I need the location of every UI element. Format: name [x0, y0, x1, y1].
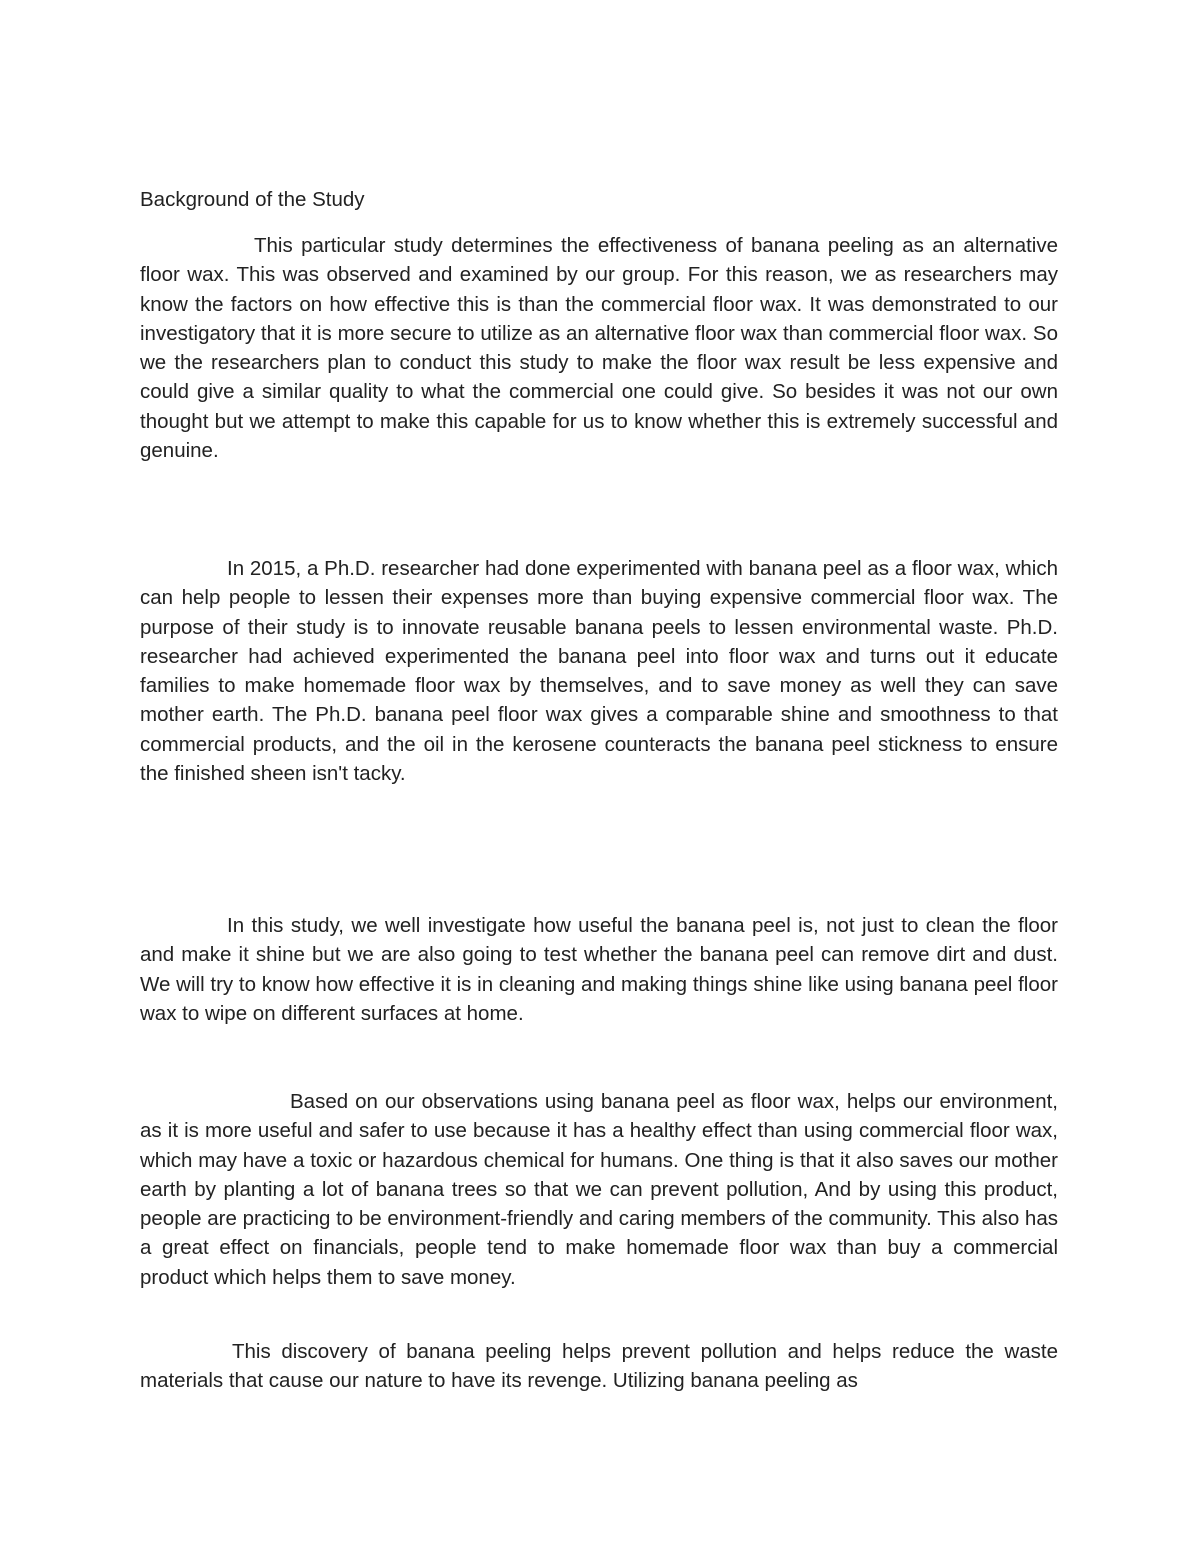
paragraph-introduction: This particular study determines the effectiveness of banana peeling as an alternative floor wax. This was observed and examined by our group. For this reason, we as researchers may know the factors on how effective this is than the commercial floor wax. It was demonstrated to our investigatory that it is more secure to utilize as an alternative floor wax than commercial floor wax. So we the researchers plan to conduct this study to make the floor wax result be less expensive and could give a similar quality to what the commercial one could give. So besides it was not our own thought but we attempt to make this capable for us to know whether this is extremely successful and genuine.	[140, 234, 1058, 463]
paragraph-discovery: This discovery of banana peeling helps prevent pollution and helps reduce the waste materials that cause our nature to have its revenge. Utilizing banana peeling as	[140, 1340, 1058, 1393]
paragraph-observations: Based on our observations using banana peel as floor wax, helps our environment, as it is more useful and safer to use because it has a healthy effect than using commercial floor wax, which may have a toxic or hazardous chemical for humans. One thing is that it also saves our mother earth by planting a lot of banana trees so that we can prevent pollution, And by using this product, people are practicing to be environment-friendly and caring members of the community. This also has a great effect on financials, people tend to make homemade floor wax than buy a commercial product which helps them to save money.	[140, 1090, 1058, 1289]
paragraph-phd-research: In 2015, a Ph.D. researcher had done experimented with banana peel as a floor wax, which can help people to lessen their expenses more than buying expensive commercial floor wax. The purpose of their study is to innovate reusable banana peels to lessen environmental waste. Ph.D. researcher had achieved experimented the banana peel into floor wax and turns out it educate families to make homemade floor wax by themselves, and to save money as well they can save mother earth. The Ph.D. banana peel floor wax gives a comparable shine and smoothness to that commercial products, and the oil in the kerosene counteracts the banana peel stickness to ensure the finished sheen isn't tacky.	[140, 557, 1058, 786]
document-heading: Background of the Study	[140, 188, 365, 211]
paragraph-study-scope: In this study, we well investigate how useful the banana peel is, not just to clean the floor and make it shine but we are also going to test whether the banana peel can remove dirt and dust. We will try to know how effective it is in cleaning and making things shine like using banana peel floor wax to wipe on different surfaces at home.	[140, 914, 1058, 1025]
